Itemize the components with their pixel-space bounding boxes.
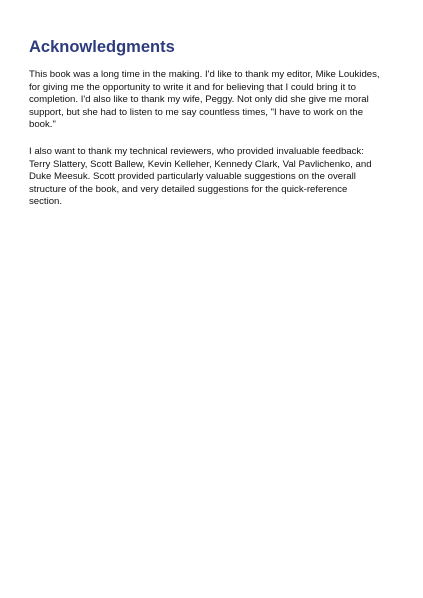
text-line: book." [29,119,56,130]
text-line: Terry Slattery, Scott Ballew, Kevin Kelleher, Kennedy Clark, Val Pavlichenko, and [29,158,372,170]
text-line: support, but she had to listen to me say countless times, "I have to work on the [29,106,364,118]
text-line: Duke Meesuk. Scott provided particularly valuable suggestions on the overall [29,171,356,182]
text-line: I also want to thank my technical reviewers, who provided invaluable feedback: [29,146,364,157]
paragraph-editor-thanks [29,69,401,132]
text-line: completion. I'd also like to thank my wife, Peggy. Not only did she give me moral [29,94,369,105]
text-line: section. [29,196,63,207]
text-line: structure of the book, and very detailed suggestions for the quick-reference [29,183,348,195]
text-line: This book was a long time in the making. I'd like to thank my editor, Mike Loukides, [29,69,380,80]
page-title: Acknowledgments [29,38,175,56]
text-line: for giving me the opportunity to write it and for believing that I could bring it to [29,81,356,93]
paragraph-reviewer-thanks [29,146,401,209]
